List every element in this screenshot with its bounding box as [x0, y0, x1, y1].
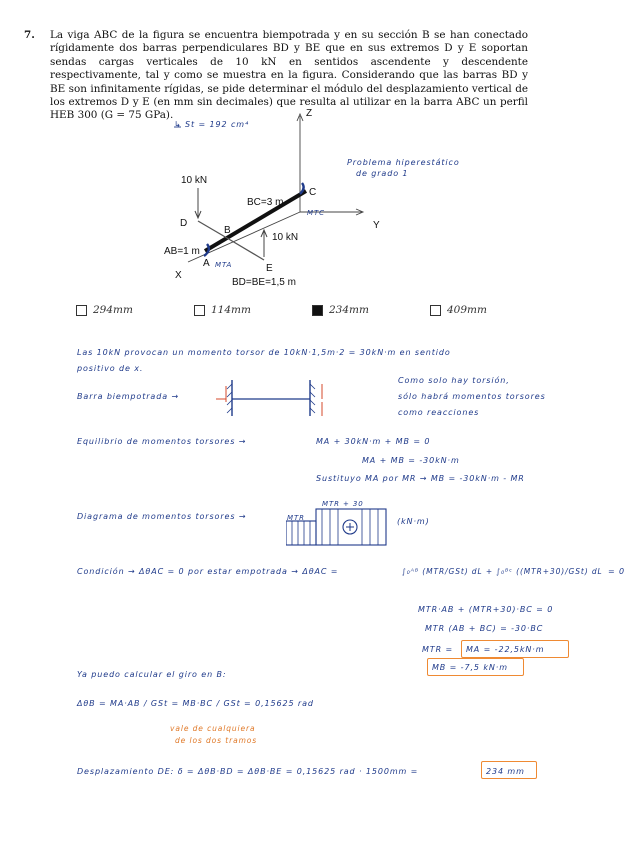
- option-1-label: 294mm: [93, 304, 133, 316]
- biempotrada-sketch: [210, 372, 360, 432]
- condition-integral: ∫₀ᴬᴮ (MTR/GSt) dL + ∫₀ᴮᶜ ((MTR+30)/GSt) dL: [402, 567, 603, 576]
- problem-text: La viga ABC de la figura se encuentra biempotrada y en su sección B se han conectado rígidamente dos barras perpendiculares BD y BE que en sus extremos D y E soportan sendas cargas verticales de 10 kN en sentidos ascendente y descendente respectivamente, tal y como se muestra en la figura. Considerando que las barras BD y BE son infinitamente rígidas, se pide determinar el módulo del desplazamiento vertical de los extremos D y E (en mm sin decimales) que resulta al utilizar en la barra ABC un perfil HEB 300 (G = 75 GPa).: [50, 29, 528, 122]
- diagram-top-label: MTR + 30: [322, 500, 364, 508]
- note-torsion-3: como reacciones: [398, 408, 480, 417]
- note-barra: Barra biempotrada →: [77, 392, 180, 401]
- option-2-label: 114mm: [211, 304, 251, 316]
- length-ab-label: AB=1 m: [164, 246, 200, 257]
- vale-note-2: de los dos tramos: [175, 736, 258, 745]
- beam-diagram: [0, 100, 636, 300]
- load-e-label: 10 kN: [272, 232, 299, 243]
- note-line-1: Las 10kN provocan un momento torsor de 10kN·1,5m·2 = 30kN·m en sentido: [77, 348, 451, 357]
- diagram-unit: (kN·m): [397, 517, 430, 526]
- option-4-checkbox[interactable]: [430, 305, 441, 316]
- step-2: MTR (AB + BC) = -30·BC: [425, 624, 544, 633]
- point-b-label: B: [224, 225, 231, 236]
- displacement-line: Desplazamiento DE: δ = ΔθB·BD = ΔθB·BE = 0,15625 rad · 1500mm =: [77, 767, 419, 776]
- giro-label: Ya puedo calcular el giro en B:: [77, 670, 227, 679]
- beam-figure: [0, 100, 636, 300]
- option-4[interactable]: [430, 302, 487, 318]
- length-bd-be-label: BD=BE=1,5 m: [232, 277, 296, 288]
- point-a-label: A: [203, 258, 210, 269]
- axis-x-label: X: [175, 270, 182, 281]
- hyperstatic-note-2: de grado 1: [356, 169, 409, 178]
- eq-2: MA + MB = -30kN·m: [362, 456, 460, 465]
- option-1[interactable]: [76, 302, 133, 318]
- point-d-label: D: [180, 218, 188, 229]
- note-line-2: positivo de x.: [77, 364, 144, 373]
- point-c-label: C: [309, 187, 317, 198]
- axis-z-label: Z: [306, 108, 313, 119]
- condition-rhs: = 0: [608, 567, 626, 576]
- option-3-label: 234mm: [329, 304, 369, 316]
- mtc-label: MTC: [307, 209, 325, 217]
- vale-note-1: vale de cualquiera: [170, 724, 256, 733]
- diagram-label: Diagrama de momentos torsores →: [77, 512, 247, 521]
- option-2[interactable]: [194, 302, 251, 318]
- condition-label: Condición → ΔθAC = 0 por estar empotrada → ΔθAC =: [77, 567, 339, 576]
- step-3-prefix: MTR =: [422, 645, 454, 654]
- option-1-checkbox[interactable]: [76, 305, 87, 316]
- eq-label: Equilibrio de momentos torsores →: [77, 437, 247, 446]
- step-3-result: MA = -22,5kN·m: [466, 645, 545, 654]
- dtheta-line: ΔθB = MA·AB / GSt = MB·BC / GSt = 0,15625 rad: [77, 699, 314, 708]
- step-4-result: MB = -7,5 kN·m: [432, 663, 508, 672]
- option-3-checkbox[interactable]: [312, 305, 323, 316]
- diagram-left-label: MTR: [287, 514, 305, 522]
- length-bc-label: BC=3 m: [247, 197, 284, 208]
- note-torsion-1: Como solo hay torsión,: [398, 376, 510, 385]
- axis-y-label: Y: [373, 220, 380, 231]
- eq-1: MA + 30kN·m + MB = 0: [316, 437, 431, 446]
- final-answer: 234 mm: [486, 767, 525, 776]
- note-torsion-2: sólo habrá momentos torsores: [398, 392, 546, 401]
- st-note: ↳ St = 192 cm⁴: [174, 120, 250, 129]
- problem-number: 7.: [24, 29, 35, 41]
- step-1: MTR·AB + (MTR+30)·BC = 0: [418, 605, 554, 614]
- option-3[interactable]: [312, 302, 369, 318]
- load-d-label: 10 kN: [181, 175, 208, 186]
- point-e-label: E: [266, 263, 273, 274]
- hyperstatic-note-1: Problema hiperestático: [347, 158, 460, 167]
- answer-options: [0, 302, 636, 318]
- option-2-checkbox[interactable]: [194, 305, 205, 316]
- mta-label: MTA: [215, 261, 233, 269]
- option-4-label: 409mm: [447, 304, 487, 316]
- eq-3: Sustituyo MA por MR → MB = -30kN·m - MR: [316, 474, 525, 483]
